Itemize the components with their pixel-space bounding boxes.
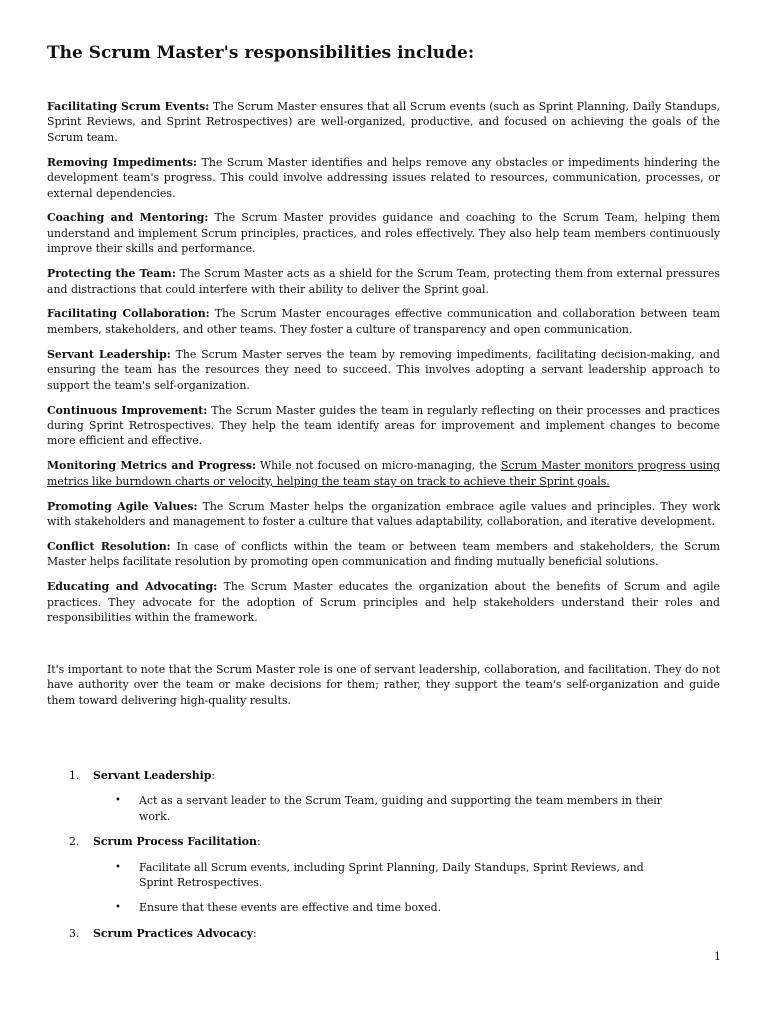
responsibility-term: Monitoring Metrics and Progress: [47, 459, 256, 473]
bullet-list [93, 860, 720, 916]
responsibility-paragraph [47, 539, 720, 570]
responsibility-term: Educating and Advocating: [47, 580, 218, 594]
bullet-text: Act as a servant leader to the Scrum Team, guiding and supporting the team members in their work. [139, 794, 662, 823]
responsibility-text: The Scrum Master acts as a shield for the Scrum Team, protecting them from external pressures and distractions that could interfere with their ability to deliver the Sprint goal. [47, 267, 721, 296]
list-number: 1. [69, 769, 80, 782]
responsibility-text: The Scrum Master identifies and helps remove any obstacles or impediments hindering the development team's progress. This could involve addressing issues related to resources, communication, processes, or external dependencies. [47, 155, 720, 200]
responsibility-term: Servant Leadership: [47, 347, 171, 361]
responsibility-paragraph [47, 458, 720, 489]
responsibility-term: Facilitating Scrum Events: [47, 100, 210, 113]
list-heading-colon: : [256, 835, 261, 849]
list-heading-colon: : [253, 926, 257, 940]
page-title: The Scrum Master's responsibilities include: [47, 43, 475, 63]
bullet-icon: • [115, 795, 121, 807]
responsibility-text: The Scrum Master helps the organization embrace agile values and principles. They work with stakeholders and management to foster a culture that values adaptability, collaboration, and iterative development. [47, 499, 720, 528]
responsibility-term: Protecting the Team: [47, 267, 176, 281]
responsibility-paragraph [47, 306, 720, 337]
responsibility-text: The Scrum Master ensures that all Scrum events (such as Sprint Planning, Daily Standups, Sprint Reviews, and Sprint Retrospectives) are well-organized, productive, and focused on achieving the goals of the Scrum team. [47, 100, 720, 144]
list-number: 2. [69, 835, 80, 849]
list-heading-colon: : [211, 769, 216, 782]
responsibility-paragraph [47, 403, 720, 449]
responsibility-paragraph [47, 99, 720, 145]
bullet-list [93, 793, 720, 824]
responsibility-paragraph [47, 347, 720, 393]
bullet-item [93, 900, 679, 915]
list-heading: Servant Leadership [93, 769, 212, 782]
responsibility-text: The Scrum Master provides guidance and coaching to the Scrum Team, helping them understand and implement Scrum principles, practices, and roles effectively. They also help team members continuously improve their skills and performance. [47, 211, 720, 256]
responsibility-text: While not focused on micro-managing, the [255, 459, 502, 473]
bullet-item [93, 860, 679, 891]
bullet-text: Ensure that these events are effective and time boxed. [139, 901, 442, 915]
underlined-text: Scrum Master monitors progress using metrics like burndown charts or velocity, helping the team stay on track to achieve their Sprint goals. [47, 459, 721, 488]
responsibility-term: Promoting Agile Values: [47, 499, 198, 513]
responsibility-paragraph [47, 579, 720, 625]
responsibility-term: Removing Impediments: [47, 155, 198, 169]
responsibility-text: The Scrum Master educates the organization about the benefits of Scrum and agile practices. They advocate for the adoption of Scrum principles and help stakeholders understand their roles and responsibilities within the framework. [47, 580, 720, 624]
responsibility-paragraph [47, 155, 720, 201]
responsibility-paragraph [47, 499, 720, 530]
responsibility-term: Continuous Improvement: [47, 403, 208, 417]
list-item [47, 768, 720, 824]
list-heading: Scrum Process Facilitation [93, 835, 257, 849]
responsibility-paragraph [47, 266, 720, 297]
bullet-icon: • [115, 902, 121, 914]
closing-note: It's important to note that the Scrum Master role is one of servant leadership, collaboration, and facilitation. They do not have authority over the team or make decisions for them; rather, they support the team's self-organization and guide them toward delivering high-quality results. [47, 663, 720, 707]
responsibility-paragraph [47, 210, 720, 256]
responsibility-text: The Scrum Master encourages effective communication and collaboration between team members, stakeholders, and other teams. They foster a culture of transparency and open communication. [47, 307, 720, 336]
list-number: 3. [69, 926, 80, 940]
page-number: 1 [714, 950, 721, 963]
bullet-icon: • [115, 861, 121, 873]
numbered-list [47, 768, 720, 949]
responsibility-term: Coaching and Mentoring: [47, 211, 209, 225]
responsibility-text: In case of conflicts within the team or between team members and stakeholders, the Scrum Master helps facilitate resolution by promoting open communication and finding mutually beneficial solutions. [47, 539, 720, 569]
list-item [47, 926, 720, 941]
bullet-text: Facilitate all Scrum events, including Sprint Planning, Daily Standups, Sprint Reviews, and Sprint Retrospectives. [139, 860, 644, 890]
responsibility-text: The Scrum Master guides the team in regularly reflecting on their processes and practices during Sprint Retrospectives. They help the team identify areas for improvement and implement changes to become more efficient and effective. [47, 403, 720, 448]
responsibility-term: Conflict Resolution: [47, 539, 171, 553]
responsibilities-list [47, 99, 720, 635]
responsibility-term: Facilitating Collaboration: [47, 307, 210, 321]
list-heading: Scrum Practices Advocacy [93, 926, 254, 940]
list-item [47, 834, 720, 916]
bullet-item [93, 793, 679, 824]
responsibility-text: The Scrum Master serves the team by removing impediments, facilitating decision-making, and ensuring the team has the resources they need to succeed. This involves adopting a servant leadership approach to support the team's self-organization. [47, 347, 721, 392]
